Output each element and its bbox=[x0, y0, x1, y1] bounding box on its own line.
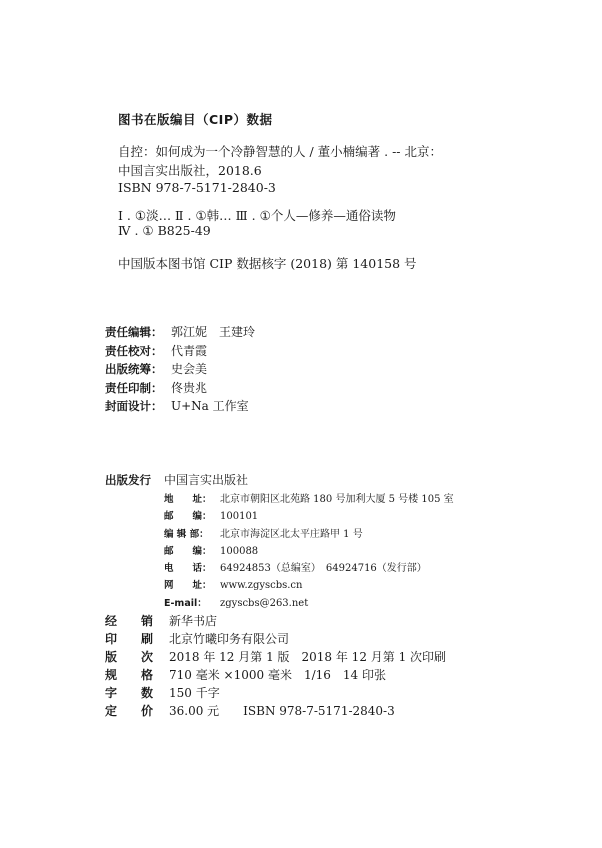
detail-row bbox=[164, 595, 454, 612]
credit-value: U+Na 工作室 bbox=[171, 399, 249, 413]
cip-line-classification: Ⅳ . ① B825-49 bbox=[118, 223, 211, 238]
credit-label: 责任校对： bbox=[105, 343, 163, 358]
spec-label: 定 价 bbox=[105, 704, 154, 718]
specs-block bbox=[105, 612, 446, 720]
publisher-details bbox=[164, 491, 454, 612]
spec-row bbox=[105, 612, 446, 630]
publisher-name: 中国言实出版社 bbox=[164, 473, 249, 487]
publisher-block bbox=[105, 470, 248, 490]
publisher-label: 出版发行 bbox=[105, 473, 151, 487]
spec-label: 版 次 bbox=[105, 650, 154, 664]
spec-value: 36.00 元 ISBN 978-7-5171-2840-3 bbox=[169, 704, 395, 718]
cip-line-title-author: 自控：如何成为一个冷静智慧的人 / 董小楠编著 . -- 北京： bbox=[118, 144, 443, 159]
cip-line-isbn: ISBN 978-7-5171-2840-3 bbox=[118, 180, 276, 195]
spec-label: 印 刷 bbox=[105, 632, 154, 646]
credit-label: 责任编辑： bbox=[105, 325, 163, 339]
publisher-row bbox=[105, 470, 248, 490]
credit-label: 责任印制： bbox=[105, 380, 163, 395]
credit-label: 出版统筹： bbox=[105, 362, 163, 376]
credit-value: 代青霞 bbox=[171, 343, 208, 358]
detail-row bbox=[164, 560, 454, 577]
detail-row bbox=[164, 491, 454, 508]
detail-value: 100088 bbox=[220, 545, 259, 557]
spec-row bbox=[105, 702, 446, 720]
detail-value-email: zgyscbs@263.net bbox=[220, 597, 309, 609]
detail-label: 邮 编： bbox=[164, 511, 212, 523]
spec-value: 新华书店 bbox=[169, 614, 218, 628]
spec-row bbox=[105, 648, 446, 666]
spec-row bbox=[105, 684, 446, 702]
detail-label: 网 址： bbox=[164, 580, 212, 592]
detail-label: 邮 编： bbox=[164, 545, 212, 557]
detail-row bbox=[164, 577, 454, 594]
credit-value: 佟贵兆 bbox=[171, 380, 208, 395]
detail-row bbox=[164, 543, 454, 560]
cip-line-subject: Ⅰ . ①淡… Ⅱ . ①韩… Ⅲ . ①个人—修养—通俗读物 bbox=[118, 208, 396, 223]
detail-value: 北京市海淀区北太平庄路甲 1 号 bbox=[220, 528, 363, 540]
credits-block bbox=[105, 323, 255, 416]
credit-value: 史会美 bbox=[171, 362, 208, 376]
detail-label: 地 址： bbox=[164, 494, 212, 505]
detail-label: 编 辑 部： bbox=[164, 528, 209, 540]
spec-value: 2018 年 12 月第 1 版 2018 年 12 月第 1 次印刷 bbox=[169, 650, 447, 664]
spec-label: 经 销 bbox=[105, 614, 154, 628]
spec-label: 规 格 bbox=[105, 668, 154, 682]
detail-value: 100101 bbox=[220, 511, 259, 523]
spec-row bbox=[105, 630, 446, 648]
cip-line-cataloging-number: 中国版本图书馆 CIP 数据核字 (2018) 第 140158 号 bbox=[118, 256, 417, 271]
credit-label: 封面设计： bbox=[105, 399, 163, 413]
detail-row bbox=[164, 526, 454, 543]
credit-row bbox=[105, 397, 255, 416]
credit-row bbox=[105, 323, 255, 342]
spec-value: 150 千字 bbox=[169, 686, 220, 700]
spec-value: 710 毫米 ×1000 毫米 1/16 14 印张 bbox=[169, 668, 386, 682]
spec-row bbox=[105, 666, 446, 684]
spec-label: 字 数 bbox=[105, 686, 154, 700]
detail-value: 北京市朝阳区北苑路 180 号加利大厦 5 号楼 105 室 bbox=[220, 494, 454, 505]
detail-label: 电 话： bbox=[164, 563, 212, 575]
credit-value: 郭江妮 王建玲 bbox=[171, 325, 256, 339]
cip-title: 图书在版编目（CIP）数据 bbox=[118, 112, 273, 127]
credit-row bbox=[105, 379, 255, 398]
credit-row bbox=[105, 360, 255, 379]
detail-value: 64924853（总编室） 64924716（发行部） bbox=[220, 563, 427, 575]
detail-value-website: www.zgyscbs.cn bbox=[220, 580, 303, 592]
detail-row bbox=[164, 508, 454, 525]
cip-line-publisher: 中国言实出版社，2018.6 bbox=[118, 163, 262, 178]
credit-row bbox=[105, 342, 255, 361]
detail-label: E-mail： bbox=[164, 597, 207, 609]
spec-value: 北京竹曦印务有限公司 bbox=[169, 632, 290, 646]
